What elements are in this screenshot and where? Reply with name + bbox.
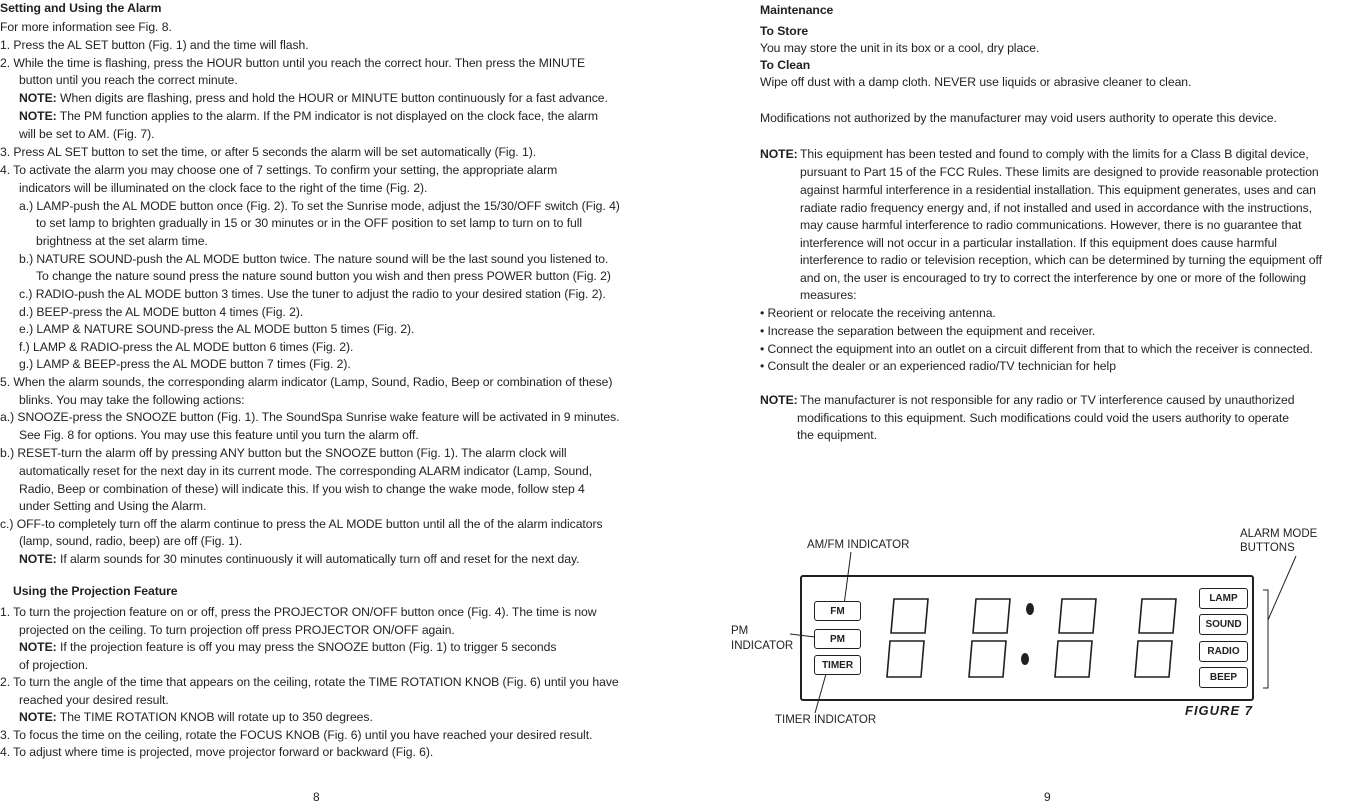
- fcc-line: pursuant to Part 15 of the FCC Rules. These limits are designed to provide reasonable protection: [800, 165, 1319, 179]
- line: b.) RESET-turn the alarm off by pressing ANY button but the SNOOZE button (Fig. 1). The alarm clock will: [0, 446, 567, 460]
- alarm-mode-callout-1: ALARM MODE: [1240, 528, 1318, 540]
- lamp-button[interactable]: LAMP: [1199, 588, 1248, 609]
- line: f.) LAMP & RADIO-press the AL MODE button 6 times (Fig. 2).: [19, 340, 354, 354]
- alarm-mode-callout-2: BUTTONS: [1240, 542, 1295, 554]
- projection-heading: Using the Projection Feature: [13, 584, 178, 598]
- line: See Fig. 8 for options. You may use this feature until you turn the alarm off.: [19, 428, 419, 442]
- pm-callout-1: PM: [731, 625, 749, 637]
- colon-dot-top: [1026, 603, 1034, 615]
- line: c.) RADIO-push the AL MODE button 3 times. Use the tuner to adjust the radio to your desired station (Fig. 2).: [19, 287, 606, 301]
- note-label: NOTE:: [19, 552, 57, 566]
- bullet-item: • Increase the separation between the equipment and receiver.: [760, 324, 1096, 338]
- line: 3. To focus the time on the ceiling, rotate the FOCUS KNOB (Fig. 6) until you have reached your desired result.: [0, 728, 593, 742]
- line: The TIME ROTATION KNOB will rotate up to 350 degrees.: [59, 710, 373, 724]
- modifications-text: Modifications not authorized by the manufacturer may void users authority to operate this device.: [760, 111, 1277, 125]
- final-note-line: the equipment.: [797, 428, 877, 442]
- beep-button[interactable]: BEEP: [1199, 667, 1248, 688]
- line: 5. When the alarm sounds, the corresponding alarm indicator (Lamp, Sound, Radio, Beep or combination of these): [0, 375, 613, 389]
- timer-indicator: TIMER: [814, 655, 861, 675]
- line: 2. While the time is flashing, press the HOUR button until you reach the correct hour. Then press the MINUTE: [0, 56, 586, 70]
- line: 1. Press the AL SET button (Fig. 1) and the time will flash.: [0, 38, 309, 52]
- line: 4. To activate the alarm you may choose one of 7 settings. To confirm your setting, the appropriate alarm: [0, 163, 558, 177]
- line: under Setting and Using the Alarm.: [19, 499, 207, 513]
- timer-callout: TIMER INDICATOR: [775, 714, 877, 726]
- colon-dot-bottom: [1021, 653, 1029, 665]
- line: (lamp, sound, radio, beep) are off (Fig. 1).: [19, 534, 243, 548]
- seven-segment-digits: [872, 581, 1192, 697]
- clean-title: To Clean: [760, 58, 811, 72]
- line: When digits are flashing, press and hold the HOUR or MINUTE button continuously for a fast advance.: [60, 91, 608, 105]
- line: 4. To adjust where time is projected, move projector forward or backward (Fig. 6).: [0, 745, 434, 759]
- digit-1: [887, 599, 928, 677]
- line: reached your desired result.: [19, 693, 169, 707]
- fcc-line: measures:: [800, 288, 857, 302]
- fcc-note-label: NOTE:: [760, 147, 798, 161]
- line: The PM function applies to the alarm. If the PM indicator is not displayed on the clock face, the alarm: [59, 109, 598, 123]
- line: will be set to AM. (Fig. 7).: [19, 127, 155, 141]
- line: a.) SNOOZE-press the SNOOZE button (Fig. 1). The SoundSpa Sunrise wake feature will be activated in 9 minutes.: [0, 410, 620, 424]
- line: button until you reach the correct minute.: [19, 73, 238, 87]
- line: of projection.: [19, 658, 89, 672]
- digit-2: [969, 599, 1010, 677]
- line: a.) LAMP-push the AL MODE button once (Fig. 2). To set the Sunrise mode, adjust the 15/30/OFF switch (Fig. 4): [19, 199, 620, 213]
- line: to set lamp to brighten gradually in 15 or 30 minutes or in the OFF position to set lamp to turn on to full: [36, 216, 583, 230]
- note-label: NOTE:: [19, 710, 57, 724]
- line: To change the nature sound press the nature sound button you wish and then press POWER button (Fig. 2): [36, 269, 611, 283]
- pm-indicator: PM: [814, 629, 861, 649]
- alarm-heading: Setting and Using the Alarm: [0, 1, 162, 15]
- alarm-mode-leader-line: [1268, 556, 1296, 620]
- pm-callout-2: INDICATOR: [731, 640, 794, 652]
- fcc-line: radiate radio frequency energy and, if not installed and used in accordance with the instructions,: [800, 201, 1313, 215]
- line: Radio, Beep or combination of these) will indicate this. If you wish to change the wake mode, follow step 4: [19, 482, 585, 496]
- fcc-line: interference to radio or television reception, which can be determined by turning the equipment off: [800, 253, 1322, 267]
- bullet-item: • Reorient or relocate the receiving antenna.: [760, 306, 996, 320]
- note-label: NOTE:: [19, 640, 57, 654]
- clean-text: Wipe off dust with a damp cloth. NEVER use liquids or abrasive cleaner to clean.: [760, 75, 1192, 89]
- store-text: You may store the unit in its box or a cool, dry place.: [760, 41, 1040, 55]
- final-note-line: The manufacturer is not responsible for any radio or TV interference caused by unauthorized: [800, 393, 1295, 407]
- bullet-item: • Consult the dealer or an experienced radio/TV technician for help: [760, 359, 1116, 373]
- line: c.) OFF-to completely turn off the alarm continue to press the AL MODE button until all the of the alarm indicators: [0, 517, 603, 531]
- bullet-item: • Connect the equipment into an outlet on a circuit different from that to which the receiver is connected.: [760, 342, 1313, 356]
- fcc-line: interference will not occur in a particular installation. If this equipment does cause harmful: [800, 236, 1277, 250]
- sound-button[interactable]: SOUND: [1199, 614, 1248, 635]
- note-label: NOTE:: [19, 109, 57, 123]
- line: For more information see Fig. 8.: [0, 20, 172, 34]
- line: brightness at the set alarm time.: [36, 234, 208, 248]
- fcc-line: may cause harmful interference to radio communications. However, there is no guarantee that: [800, 218, 1302, 232]
- digit-3: [1055, 599, 1096, 677]
- page-number-right: 9: [1044, 790, 1051, 804]
- maintenance-heading: Maintenance: [760, 3, 834, 17]
- amfm-callout: AM/FM INDICATOR: [807, 539, 910, 551]
- note-label: NOTE:: [19, 91, 57, 105]
- store-title: To Store: [760, 24, 809, 38]
- line: projected on the ceiling. To turn projection off press PROJECTOR ON/OFF again.: [19, 623, 455, 637]
- mode-bracket: [1263, 590, 1268, 688]
- line: d.) BEEP-press the AL MODE button 4 times (Fig. 2).: [19, 305, 304, 319]
- line: automatically reset for the next day in its current mode. The corresponding ALARM indicator (Lamp, Sound,: [19, 464, 593, 478]
- line: 3. Press AL SET button to set the time, or after 5 seconds the alarm will be set automatically (Fig. 1).: [0, 145, 537, 159]
- digit-4: [1135, 599, 1176, 677]
- page-number-left: 8: [313, 790, 320, 804]
- fcc-line: This equipment has been tested and found to comply with the limits for a Class B digital device,: [800, 147, 1309, 161]
- fcc-line: and on, the user is encouraged to try to correct the interference by one or more of the following: [800, 271, 1306, 285]
- line: blinks. You may take the following actions:: [19, 393, 245, 407]
- figure-title: FIGURE 7: [1185, 703, 1253, 718]
- line: g.) LAMP & BEEP-press the AL MODE button 7 times (Fig. 2).: [19, 357, 351, 371]
- line: e.) LAMP & NATURE SOUND-press the AL MODE button 5 times (Fig. 2).: [19, 322, 415, 336]
- final-note-line: modifications to this equipment. Such modifications could void the users authority to operate: [797, 411, 1289, 425]
- line: indicators will be illuminated on the clock face to the right of the time (Fig. 2).: [19, 181, 428, 195]
- line: b.) NATURE SOUND-push the AL MODE button twice. The nature sound will be the last sound you listened to.: [19, 252, 609, 266]
- line: If the projection feature is off you may press the SNOOZE button (Fig. 1) to trigger 5 seconds: [60, 640, 557, 654]
- line: 2. To turn the angle of the time that appears on the ceiling, rotate the TIME ROTATION KNOB (Fig. 6) until you have: [0, 675, 619, 689]
- final-note-label: NOTE:: [760, 393, 798, 407]
- radio-button[interactable]: RADIO: [1199, 641, 1248, 662]
- lcd-display-figure: [800, 575, 1254, 701]
- line: 1. To turn the projection feature on or off, press the PROJECTOR ON/OFF button once (Fig. 4). The time is now: [0, 605, 597, 619]
- fcc-line: against harmful interference in a residential installation. This equipment generates, uses and can: [800, 183, 1316, 197]
- fm-indicator: FM: [814, 601, 861, 621]
- line: If alarm sounds for 30 minutes continuously it will automatically turn off and reset for the next day.: [60, 552, 580, 566]
